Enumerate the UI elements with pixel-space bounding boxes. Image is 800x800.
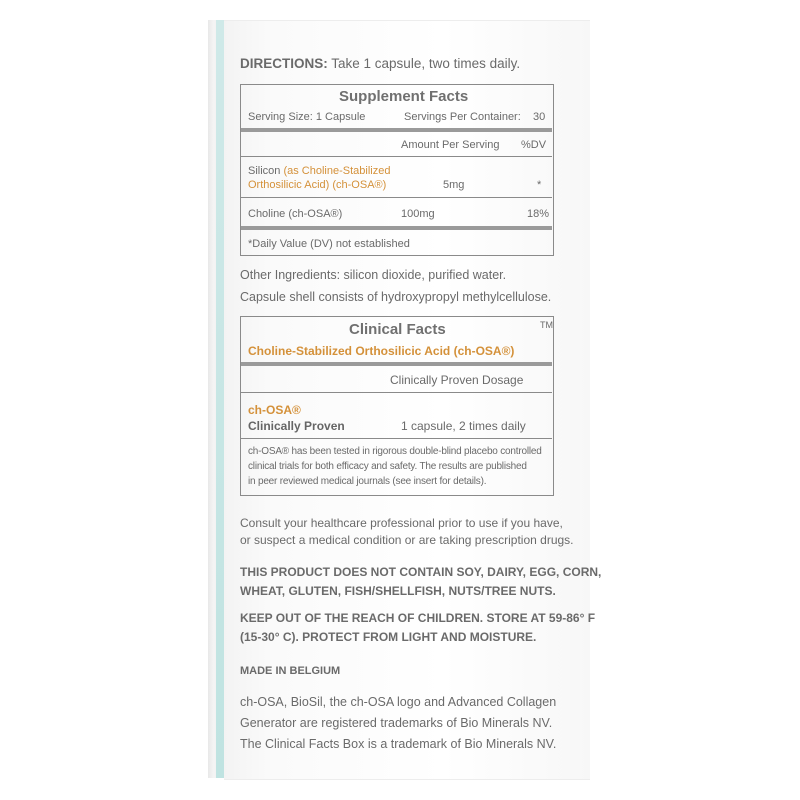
other-ingredients-line1: Other Ingredients: silicon dioxide, purified water. (240, 268, 507, 282)
storage-line1: KEEP OUT OF THE REACH OF CHILDREN. STORE AT 59-86° F (240, 611, 596, 625)
divider (241, 156, 552, 157)
clinical-desc-line3: in peer reviewed medical journals (see insert for details). (248, 476, 487, 487)
choline-name: Choline (ch-OSA®) (248, 208, 343, 220)
silicon-name: Silicon (248, 165, 281, 177)
silicon-row-line1 (248, 164, 390, 178)
product-name: ch-OSA® (248, 403, 301, 417)
divider (241, 438, 552, 439)
silicon-detail: (as Choline-Stabilized (283, 165, 391, 177)
clinical-subtitle: Choline-Stabilized Orthosilicic Acid (ch-OSA®) (248, 344, 515, 358)
choline-dv: 18% (527, 208, 550, 220)
clinical-desc-line1: ch-OSA® has been tested in rigorous double-blind placebo controlled (248, 446, 542, 457)
serving-size: Serving Size: 1 Capsule (248, 111, 366, 123)
box-teal-edge (216, 20, 224, 778)
directions (240, 57, 520, 71)
divider (241, 128, 552, 132)
allergen-line1: THIS PRODUCT DOES NOT CONTAIN SOY, DAIRY, EGG, CORN, (240, 565, 602, 579)
dosage-header: Clinically Proven Dosage (390, 373, 524, 387)
silicon-detail-line2: Orthosilicic Acid) (ch-OSA®) (248, 179, 387, 191)
made-in: MADE IN BELGIUM (240, 665, 341, 677)
servings-per-container: Servings Per Container: (404, 111, 521, 123)
consult-line2: or suspect a medical condition or are taking prescription drugs. (240, 533, 574, 547)
allergen-line2: WHEAT, GLUTEN, FISH/SHELLFISH, NUTS/TREE NUTS. (240, 584, 556, 598)
consult-line1: Consult your healthcare professional prior to use if you have, (240, 516, 563, 530)
servings-value: 30 (533, 111, 546, 123)
supplement-facts-title: Supplement Facts (339, 88, 469, 105)
silicon-dv: * (537, 179, 542, 191)
divider (241, 362, 552, 366)
divider (241, 392, 552, 393)
dv-header: %DV (521, 139, 547, 151)
other-ingredients-line2: Capsule shell consists of hydroxypropyl methylcellulose. (240, 290, 552, 304)
storage-line2: (15-30° C). PROTECT FROM LIGHT AND MOISTURE. (240, 630, 537, 644)
clinically-proven-label: Clinically Proven (248, 419, 345, 433)
dv-footnote: *Daily Value (DV) not established (248, 238, 410, 250)
clinical-facts-title: Clinical Facts (349, 321, 446, 338)
clinical-desc-line2: clinical trials for both efficacy and safety. The results are published (248, 461, 527, 472)
choline-amount: 100mg (401, 208, 435, 220)
silicon-amount: 5mg (443, 179, 465, 191)
clinically-proven-value: 1 capsule, 2 times daily (401, 419, 526, 433)
directions-label: DIRECTIONS: (240, 56, 328, 71)
trademark-mark: TM (540, 320, 553, 330)
divider (241, 226, 552, 230)
divider (241, 197, 552, 198)
trademark-line1: ch-OSA, BioSil, the ch-OSA logo and Advanced Collagen (240, 695, 557, 709)
trademark-line2: Generator are registered trademarks of Bio Minerals NV. (240, 716, 553, 730)
directions-text: Take 1 capsule, two times daily. (331, 56, 521, 71)
clinical-facts-box (240, 316, 554, 496)
supplement-facts-box (240, 84, 554, 256)
trademark-line3: The Clinical Facts Box is a trademark of Bio Minerals NV. (240, 737, 557, 751)
amount-header: Amount Per Serving (401, 139, 500, 151)
